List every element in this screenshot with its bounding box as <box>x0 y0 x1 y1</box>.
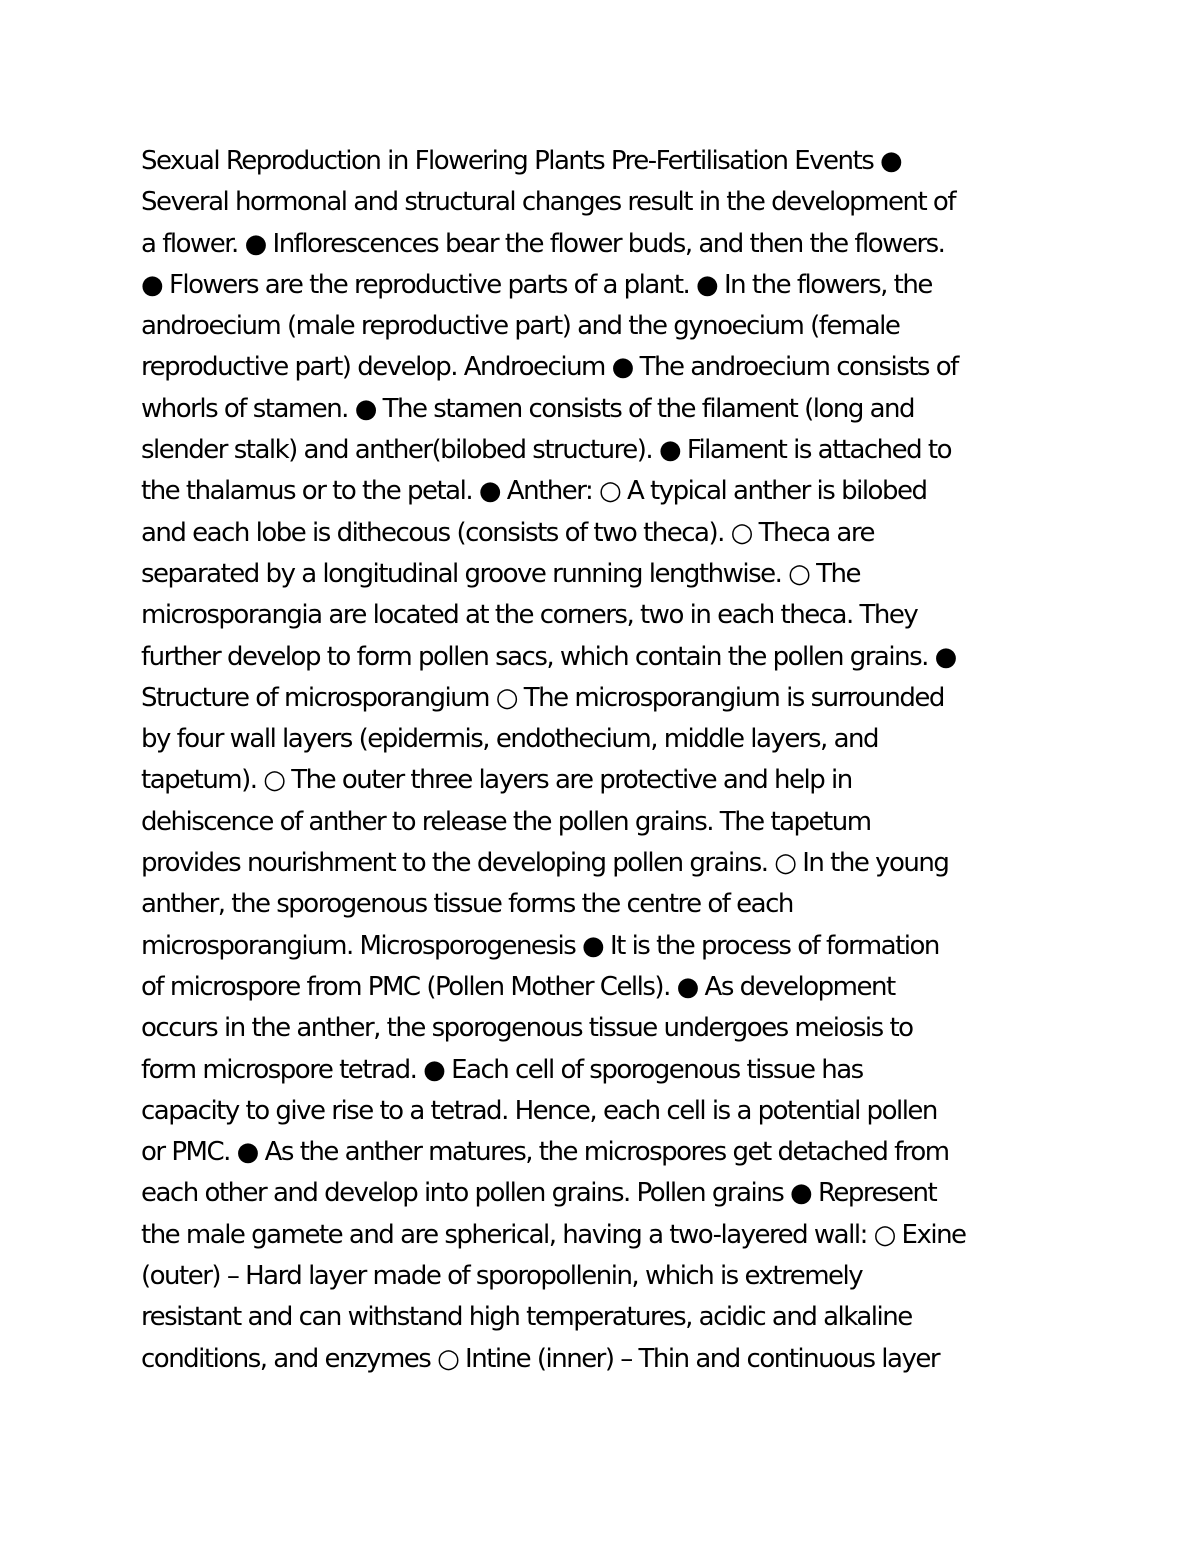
text-line: reproductive part) develop. Androecium ● The androecium consists of <box>141 352 958 383</box>
text-line: the male gamete and are spherical, having a two-layered wall: ○ Exine <box>141 1219 966 1250</box>
text-line: or PMC. ● As the anther matures, the microspores get detached from <box>141 1137 949 1168</box>
text-line: and each lobe is dithecous (consists of two theca). ○ Theca are <box>141 517 874 548</box>
text-line: occurs in the anther, the sporogenous tissue undergoes meiosis to <box>141 1013 913 1044</box>
text-line: provides nourishment to the developing pollen grains. ○ In the young <box>141 848 949 879</box>
text-line: Several hormonal and structural changes result in the development of <box>141 187 955 218</box>
text-line: anther, the sporogenous tissue forms the centre of each <box>141 889 793 920</box>
text-line: androecium (male reproductive part) and the gynoecium (female <box>141 311 900 342</box>
text-line: (outer) – Hard layer made of sporopollenin, which is extremely <box>141 1261 863 1292</box>
text-line: separated by a longitudinal groove running lengthwise. ○ The <box>141 558 860 589</box>
body-text <box>141 141 1081 1380</box>
text-line: Sexual Reproduction in Flowering Plants Pre-Fertilisation Events ● <box>141 146 902 176</box>
text-line: resistant and can withstand high temperatures, acidic and alkaline <box>141 1302 912 1333</box>
text-line: Structure of microsporangium ○ The microsporangium is surrounded <box>141 682 944 713</box>
text-line: capacity to give rise to a tetrad. Hence, each cell is a potential pollen <box>141 1095 937 1126</box>
text-line: whorls of stamen. ● The stamen consists of the filament (long and <box>141 393 915 424</box>
text-line: ● Flowers are the reproductive parts of a plant. ● In the flowers, the <box>141 269 932 300</box>
text-line: form microspore tetrad. ● Each cell of sporogenous tissue has <box>141 1054 863 1085</box>
text-line: microsporangium. Microsporogenesis ● It is the process of formation <box>141 930 939 961</box>
text-line: a flower. ● Inflorescences bear the flower buds, and then the flowers. <box>141 228 945 259</box>
text-line: microsporangia are located at the corners, two in each theca. They <box>141 600 918 631</box>
text-line: by four wall layers (epidermis, endothecium, middle layers, and <box>141 724 878 755</box>
text-line: conditions, and enzymes ○ Intine (inner) – Thin and continuous layer <box>141 1343 940 1374</box>
text-line: further develop to form pollen sacs, which contain the pollen grains. ● <box>141 641 956 672</box>
text-line: each other and develop into pollen grains. Pollen grains ● Represent <box>141 1178 937 1209</box>
text-line: tapetum). ○ The outer three layers are protective and help in <box>141 765 852 796</box>
text-line: the thalamus or to the petal. ● Anther: ○ A typical anther is bilobed <box>141 476 927 507</box>
text-line: slender stalk) and anther(bilobed structure). ● Filament is attached to <box>141 435 952 466</box>
text-line: of microspore from PMC (Pollen Mother Cells). ● As development <box>141 971 895 1002</box>
text-line: dehiscence of anther to release the pollen grains. The tapetum <box>141 806 871 837</box>
